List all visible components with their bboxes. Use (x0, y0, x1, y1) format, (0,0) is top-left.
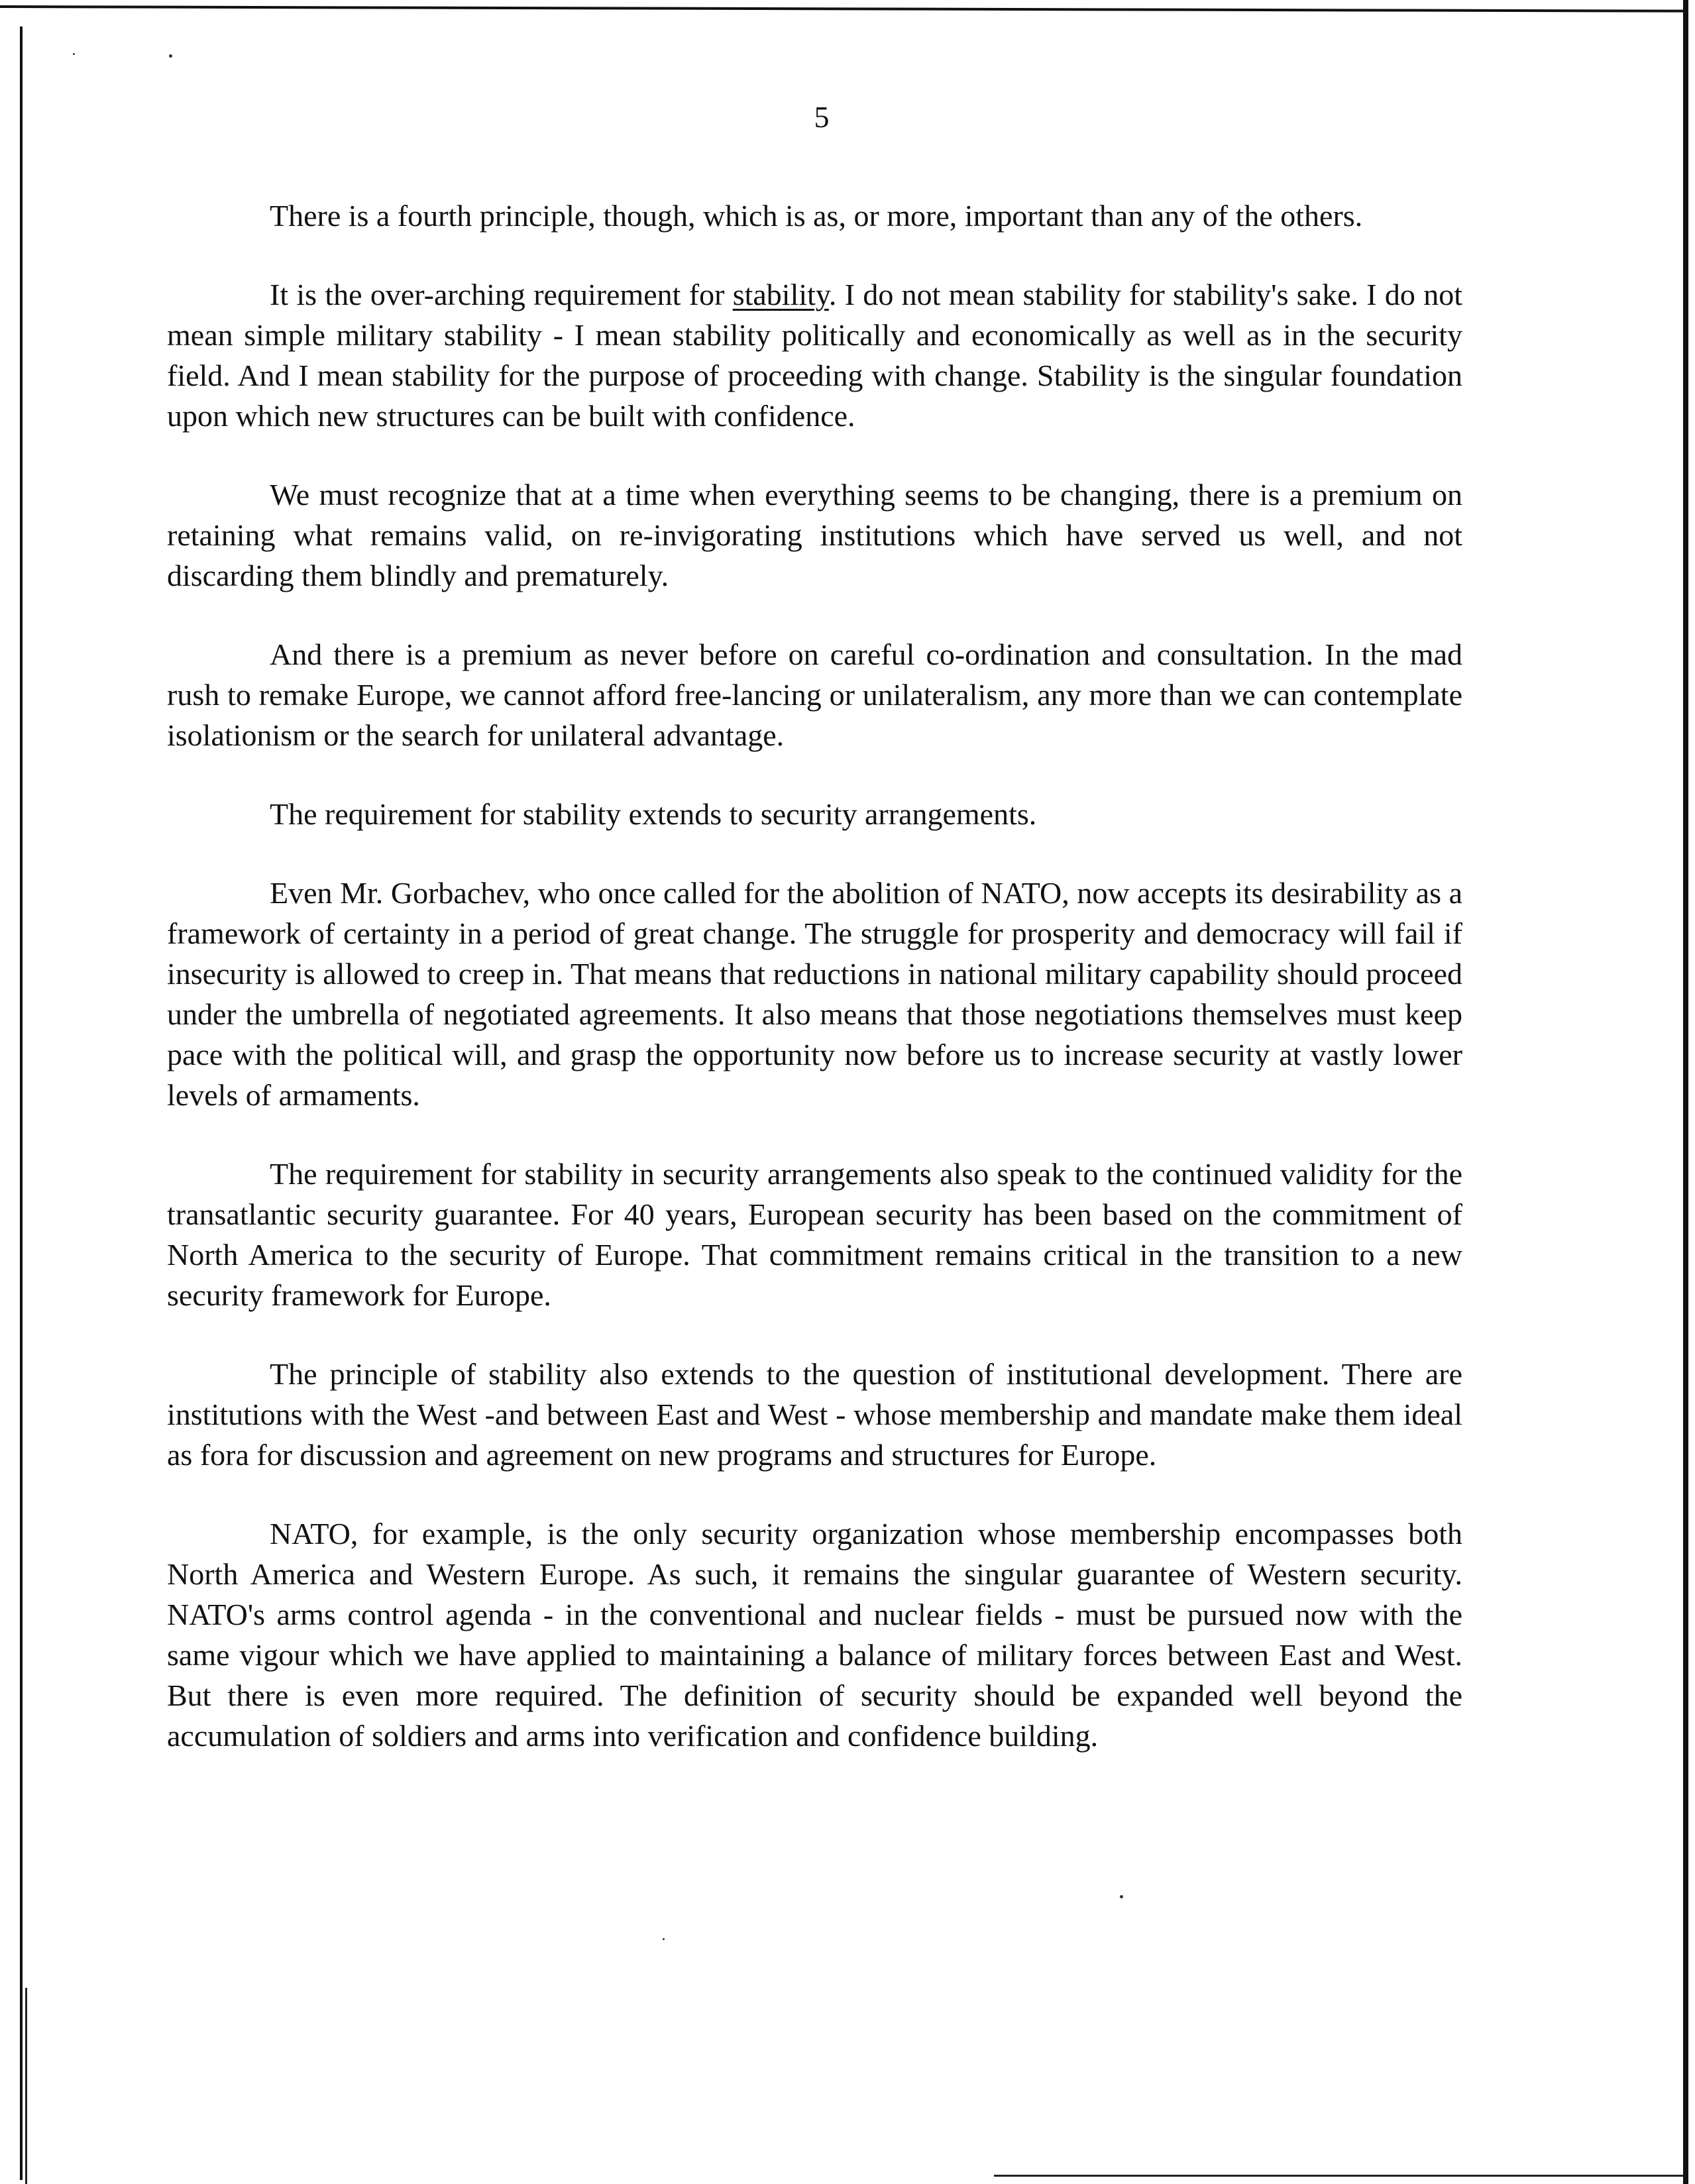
paragraph-lead: It is the over-arching requirement for (270, 278, 733, 311)
underlined-term: stability (732, 278, 829, 311)
paragraph: The requirement for stability in security arrangements also speak to the continued validity for the transatlantic security guarantee. For 40 years, European security has been based on the commitment of North America to the security of Europe. That commitment remains critical in the transition to a new security framework for Europe. (167, 1157, 1462, 1312)
scan-border-top (0, 5, 1683, 13)
page-number: 5 (814, 100, 830, 134)
paragraph: And there is a premium as never before on careful co-ordination and consultation. In the mad rush to remake Europe, we cannot afford free-lancing or unilateralism, any more than we can contemplate isolationism or the search for unilateral advantage. (167, 637, 1462, 752)
paragraph: The requirement for stability extends to security arrangements. (270, 797, 1037, 831)
paragraph: Even Mr. Gorbachev, who once called for the abolition of NATO, now accepts its desirability as a framework of certainty in a period of great change. The struggle for prosperity and democracy will fail if insecurity is allowed to creep in. That means that reductions in national military capability should proceed under the umbrella of negotiated agreements. It also means that those negotiations themselves must keep pace with the political will, and grasp the opportunity now before us to increase security at vastly lower levels of armaments. (167, 876, 1462, 1112)
paragraph-rest: . I do not mean stability for stability's sake. I do not mean simple military stability - I mean stability politically and economically as well as in the security field. And I mean stability for the purpose of proceeding with change. Stability is the singular foundation upon which new structures can be built with confidence. (167, 278, 1462, 433)
scan-speck (73, 53, 75, 55)
paragraph: The principle of stability also extends to the question of institutional development. There are institutions with the West -and between East and West - whose membership and mandate make them ideal as fora for discussion and agreement on new programs and structures for Europe. (167, 1357, 1462, 1472)
scan-border-left (20, 27, 23, 2180)
paragraph (167, 274, 1462, 436)
scan-border-left-inner (25, 1988, 27, 2184)
scan-speck (663, 1938, 665, 1940)
scan-border-right (1683, 0, 1688, 2184)
paragraph: NATO, for example, is the only security organization whose membership encompasses both North America and Western Europe. As such, it remains the singular guarantee of Western security. NATO's arms control agenda - in the conventional and nuclear fields - must be pursued now with the same vigour which we have applied to maintaining a balance of military forces between East and West. But there is even more required. The definition of security should be expanded well beyond the accumulation of soldiers and arms into verification and confidence building. (167, 1517, 1462, 1753)
scan-speck (169, 54, 172, 58)
scan-speck (1120, 1895, 1123, 1898)
paragraph: We must recognize that at a time when everything seems to be changing, there is a premium on retaining what remains valid, on re-invigorating institutions which have served us well, and not discarding them blindly and prematurely. (167, 478, 1462, 592)
body-text (167, 195, 1462, 1794)
paragraph: There is a fourth principle, though, which is as, or more, important than any of the others. (270, 199, 1363, 233)
scan-border-bottom (994, 2175, 1683, 2177)
